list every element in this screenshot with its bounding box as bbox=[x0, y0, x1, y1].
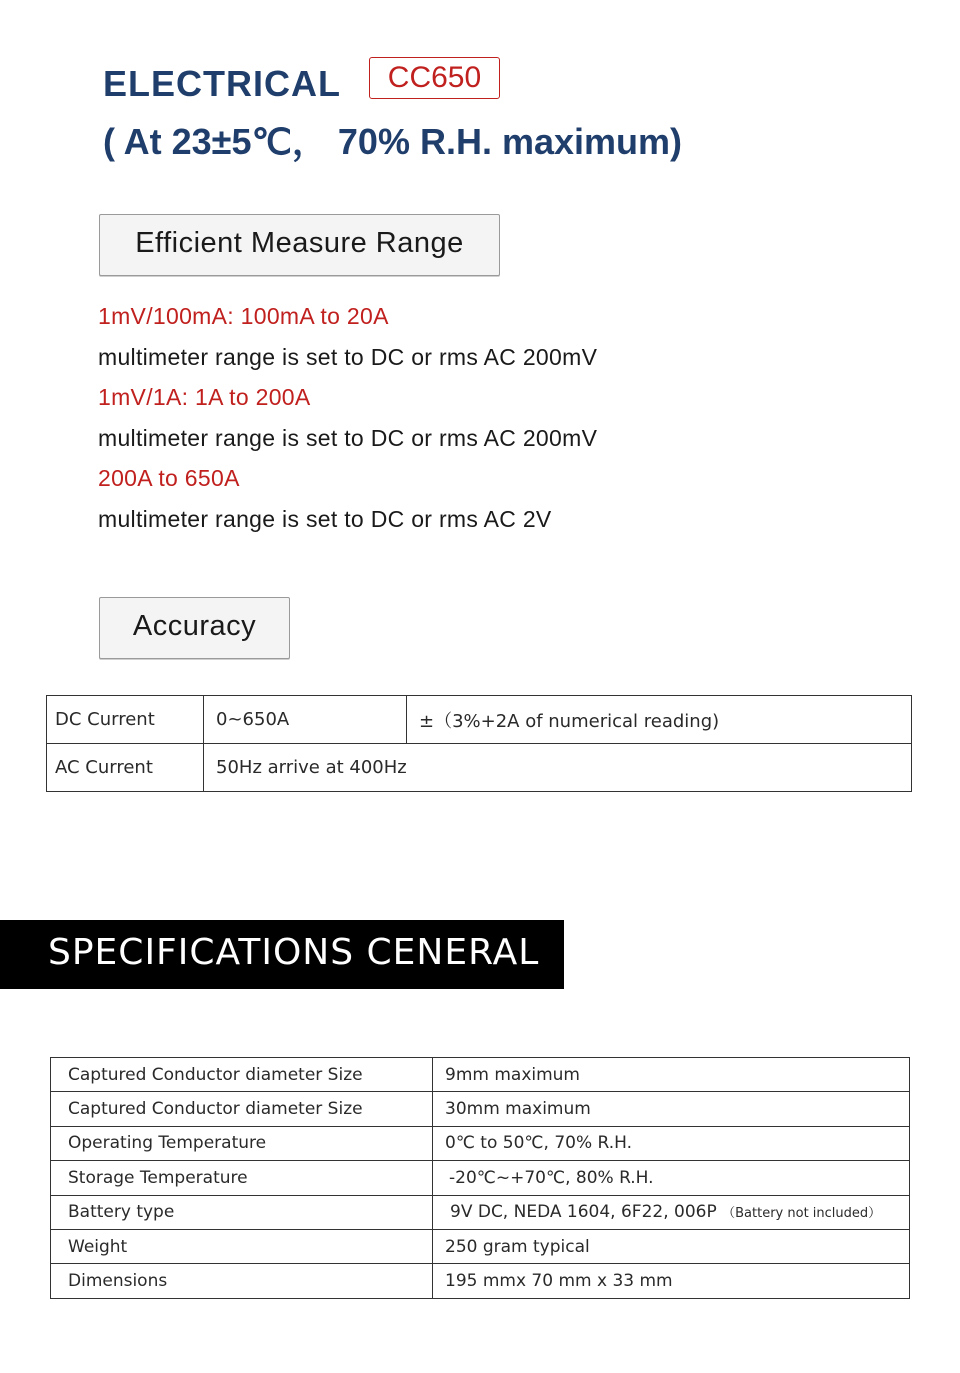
range-item: 200A to 650A bbox=[98, 465, 240, 491]
specifications-table bbox=[50, 1057, 910, 1299]
spec-label: Battery type bbox=[51, 1195, 433, 1229]
section-title: ELECTRICAL bbox=[103, 63, 341, 104]
accuracy-table bbox=[46, 695, 912, 792]
range-description: multimeter range is set to DC or rms AC 200mV bbox=[98, 424, 598, 451]
spec-value: -20℃~+70℃, 80% R.H. bbox=[433, 1161, 910, 1195]
spec-value: 30mm maximum bbox=[433, 1092, 910, 1126]
spec-label: Weight bbox=[51, 1229, 433, 1263]
table-row bbox=[51, 1126, 910, 1160]
table-cell-range: 0~650A bbox=[204, 696, 407, 744]
efficient-range-heading: Efficient Measure Range bbox=[99, 214, 500, 276]
range-list bbox=[98, 296, 597, 539]
spec-value: 0℃ to 50℃, 70% R.H. bbox=[433, 1126, 910, 1160]
table-row bbox=[51, 1092, 910, 1126]
spec-label: Captured Conductor diameter Size bbox=[51, 1092, 433, 1126]
spec-value: 250 gram typical bbox=[433, 1229, 910, 1263]
table-cell-value: 50Hz arrive at 400Hz bbox=[204, 744, 912, 792]
model-badge: CC650 bbox=[369, 57, 500, 99]
spec-label: Storage Temperature bbox=[51, 1161, 433, 1195]
specifications-banner bbox=[0, 920, 564, 989]
table-cell-value: ±（3%+2A of numerical reading) bbox=[407, 696, 912, 744]
table-cell-label: DC Current bbox=[47, 696, 204, 744]
table-row bbox=[51, 1161, 910, 1195]
accuracy-heading: Accuracy bbox=[99, 597, 290, 659]
spec-value: 195 mmx 70 mm x 33 mm bbox=[433, 1264, 910, 1298]
spec-label: Captured Conductor diameter Size bbox=[51, 1058, 433, 1092]
spec-label: Operating Temperature bbox=[51, 1126, 433, 1160]
conditions-subtitle: ( At 23±5℃， 70% R.H. maximum) bbox=[103, 121, 683, 162]
range-item: 1mV/100mA: 100mA to 20A bbox=[98, 303, 389, 329]
spec-value: 9mm maximum bbox=[433, 1058, 910, 1092]
spec-label: Dimensions bbox=[51, 1264, 433, 1298]
table-row bbox=[47, 696, 912, 744]
table-row bbox=[51, 1264, 910, 1298]
table-row bbox=[51, 1195, 910, 1229]
table-cell-label: AC Current bbox=[47, 744, 204, 792]
spec-note: （Battery not included） bbox=[722, 1206, 882, 1222]
range-description: multimeter range is set to DC or rms AC 200mV bbox=[98, 343, 598, 370]
spec-value-cell bbox=[433, 1195, 910, 1229]
table-row bbox=[51, 1058, 910, 1092]
range-item: 1mV/1A: 1A to 200A bbox=[98, 384, 311, 410]
specifications-heading: SPECIFICATIONS CENERAL bbox=[48, 932, 540, 973]
range-description: multimeter range is set to DC or rms AC 2V bbox=[98, 505, 552, 532]
table-row bbox=[47, 744, 912, 792]
table-row bbox=[51, 1229, 910, 1263]
spec-value: 9V DC, NEDA 1604, 6F22, 006P bbox=[450, 1202, 717, 1223]
